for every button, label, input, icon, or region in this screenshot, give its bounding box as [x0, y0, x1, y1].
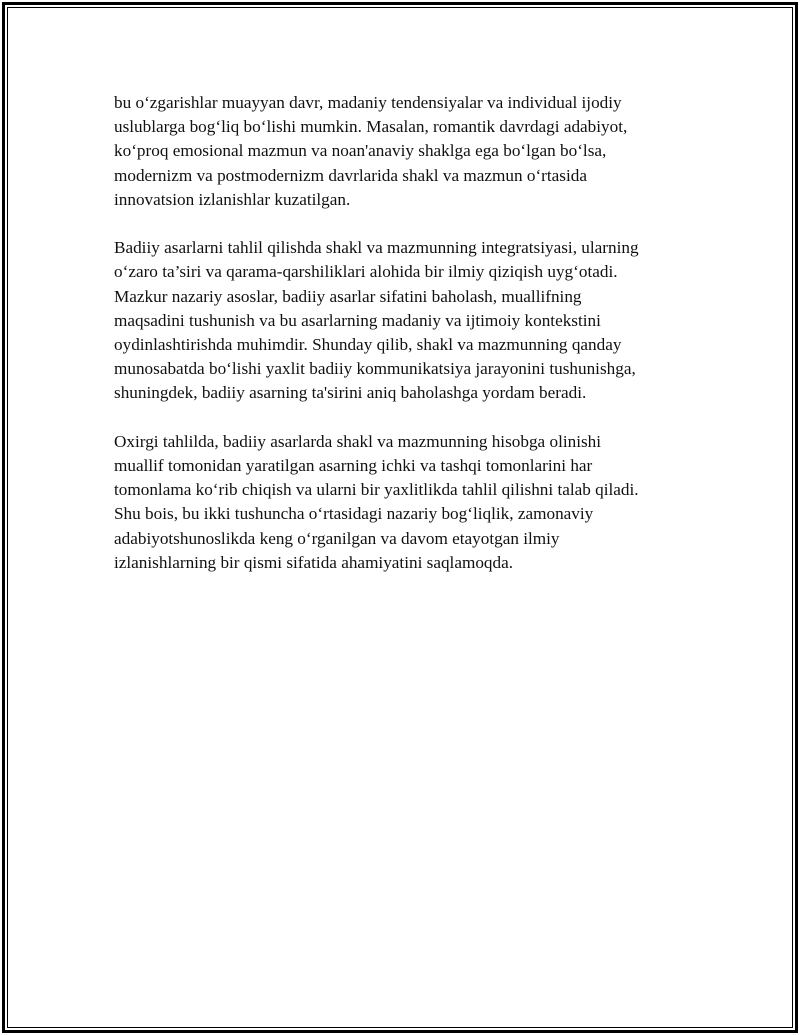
text-line: ko‘proq emosional mazmun va noan'anaviy shaklga ega bo‘lgan bo‘lsa,: [114, 141, 607, 161]
document-body: [114, 91, 714, 599]
text-line: maqsadini tushunish va bu asarlarning madaniy va ijtimoiy kontekstini: [114, 310, 601, 330]
paragraph-2: [114, 236, 714, 405]
paragraph-3: [114, 430, 714, 575]
text-line: Badiiy asarlarni tahlil qilishda shakl va mazmunning integratsiyasi, ularning: [114, 238, 639, 258]
text-line: uslublarga bog‘liq bo‘lishi mumkin. Masalan, romantik davrdagi adabiyot,: [114, 117, 628, 137]
text-line: muallif tomonidan yaratilgan asarning ichki va tashqi tomonlarini har: [114, 456, 593, 476]
text-line: munosabatda bo‘lishi yaxlit badiiy kommunikatsiya jarayonini tushunishga,: [114, 359, 636, 379]
text-line: adabiyotshunoslikda keng o‘rganilgan va davom etayotgan ilmiy: [114, 528, 560, 548]
text-line: modernizm va postmodernizm davrlarida shakl va mazmun o‘rtasida: [114, 165, 587, 185]
text-line: Mazkur nazariy asoslar, badiiy asarlar sifatini baholash, muallifning: [114, 286, 582, 306]
text-line: oydinlashtirishda muhimdir. Shunday qilib, shakl va mazmunning qanday: [114, 335, 622, 355]
text-line: tomonlama ko‘rib chiqish va ularni bir yaxlitlikda tahlil qilishni talab qiladi.: [114, 480, 639, 500]
text-line: Shu bois, bu ikki tushuncha o‘rtasidagi nazariy bog‘liqlik, zamonaviy: [114, 504, 594, 524]
text-line: izlanishlarning bir qismi sifatida ahamiyatini saqlamoqda.: [114, 552, 514, 572]
text-line: bu o‘zgarishlar muayyan davr, madaniy tendensiyalar va individual ijodiy: [114, 93, 622, 112]
text-line: shuningdek, badiiy asarning ta'sirini aniq baholashga yordam beradi.: [114, 383, 587, 403]
paragraph-1: [114, 91, 714, 212]
text-line: o‘zaro ta’siri va qarama-qarshiliklari alohida bir ilmiy qiziqish uyg‘otadi.: [114, 262, 618, 282]
text-line: innovatsion izlanishlar kuzatilgan.: [114, 189, 351, 209]
text-line: Oxirgi tahlilda, badiiy asarlarda shakl va mazmunning hisobga olinishi: [114, 431, 602, 451]
